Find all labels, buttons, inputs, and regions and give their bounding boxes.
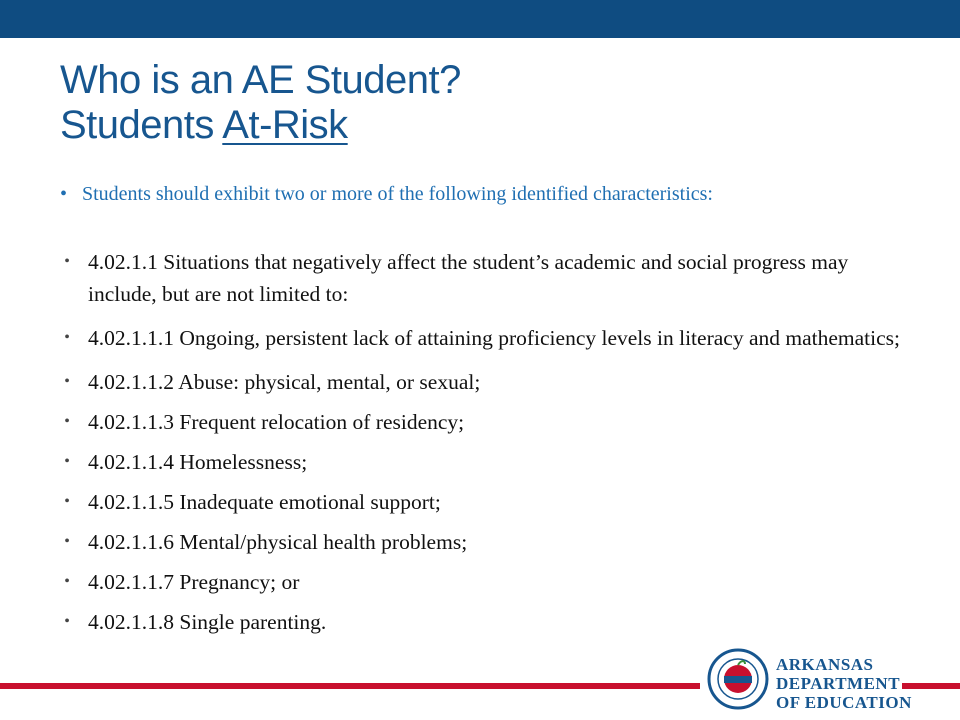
list-item-text: 4.02.1.1.4 Homelessness; <box>88 450 308 474</box>
department-wordmark <box>776 655 912 712</box>
list-item <box>60 322 900 354</box>
wordmark-line-2: DEPARTMENT <box>776 674 901 693</box>
title-underlined-term: At-Risk <box>222 103 348 147</box>
department-seal-logo <box>707 648 769 710</box>
bullet-icon: • <box>64 413 70 430</box>
list-item <box>60 486 900 518</box>
footer-accent-rule <box>0 683 700 689</box>
list-item-text: 4.02.1.1.3 Frequent relocation of residency; <box>88 410 465 434</box>
list-item <box>60 606 900 638</box>
list-item <box>60 406 900 438</box>
characteristics-list <box>60 246 900 638</box>
bullet-icon: • <box>64 573 70 590</box>
title-line-2-prefix: Students <box>60 103 223 147</box>
title-line-1: Who is an AE Student? <box>60 58 461 102</box>
list-item-text: 4.02.1.1.5 Inadequate emotional support; <box>88 490 441 514</box>
list-item-text: 4.02.1.1.2 Abuse: physical, mental, or sexual; <box>88 370 481 394</box>
bullet-icon: • <box>64 493 70 510</box>
list-item-text: 4.02.1.1.6 Mental/physical health problems; <box>88 530 468 554</box>
wordmark-line-3: OF EDUCATION <box>776 693 912 712</box>
list-item <box>60 446 900 478</box>
wordmark-line-1: ARKANSAS <box>776 655 874 674</box>
list-item-text: 4.02.1.1.8 Single parenting. <box>88 610 327 634</box>
intro-bullet-item <box>60 184 880 205</box>
list-item <box>60 366 900 398</box>
intro-bullet-icon: • <box>60 183 68 205</box>
bullet-icon: • <box>64 329 70 346</box>
bullet-icon: • <box>64 253 70 270</box>
list-item <box>60 246 900 310</box>
intro-text: Students should exhibit two or more of the following identified characteristics: <box>82 183 713 205</box>
top-banner-bar <box>0 0 960 38</box>
bullet-icon: • <box>64 533 70 550</box>
list-item-text: 4.02.1.1.7 Pregnancy; or <box>88 570 300 594</box>
list-item-text: 4.02.1.1 Situations that negatively affect the student’s academic and social progress may include, but are not limited to: <box>88 250 849 306</box>
list-item <box>60 566 900 598</box>
slide-title <box>60 58 461 148</box>
bullet-icon: • <box>64 373 70 390</box>
list-item-text: 4.02.1.1.1 Ongoing, persistent lack of attaining proficiency levels in literacy and mathematics; <box>88 326 900 350</box>
bullet-icon: • <box>64 613 70 630</box>
list-item <box>60 526 900 558</box>
bullet-icon: • <box>64 453 70 470</box>
title-line-2 <box>60 103 461 148</box>
